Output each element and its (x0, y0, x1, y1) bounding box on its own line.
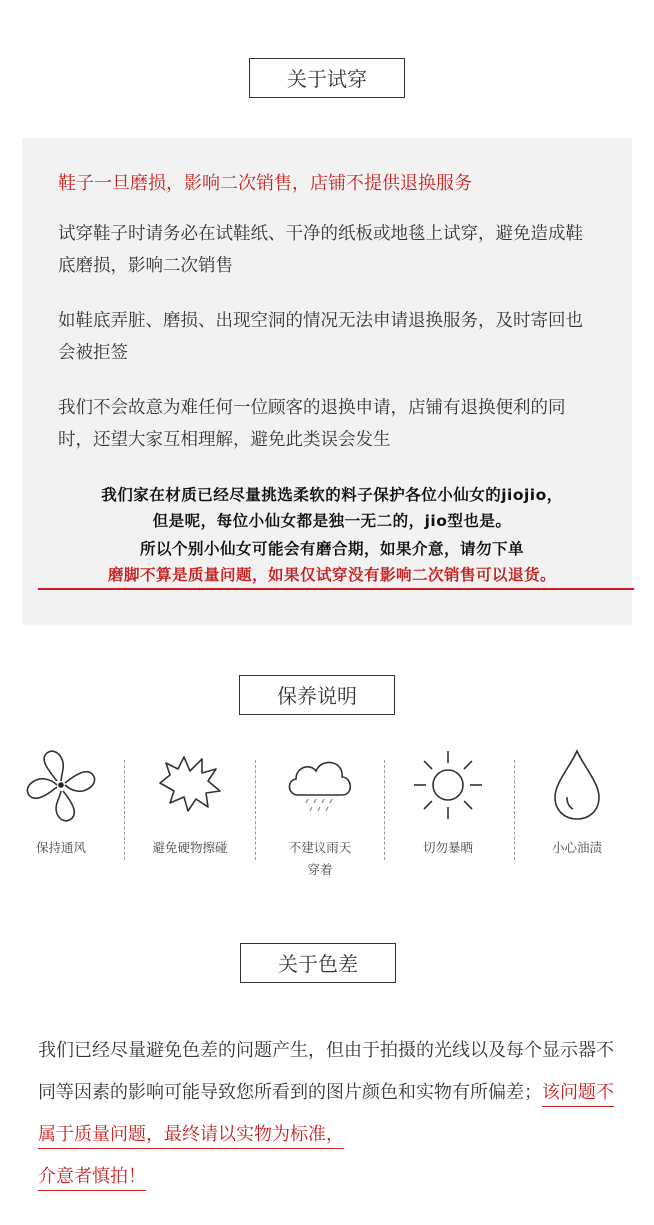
care-label: 不建议雨天 穿着 (288, 840, 352, 877)
handwritten-line-4: 磨脚不算是质量问题，如果仅试穿没有影响二次销售可以退货。 (107, 566, 556, 584)
rain-cloud-icon (280, 745, 360, 825)
section-title-care: 保养说明 (239, 675, 395, 715)
handwritten-line-2: 但是呢，每位小仙女都是独一无二的，jio型也是。 (152, 512, 512, 530)
oil-drop-icon (537, 745, 617, 825)
care-item-avoid-collision (135, 745, 245, 859)
care-label: 切勿暴晒 (422, 840, 473, 855)
divider (514, 760, 515, 860)
handwritten-line-3: 所以个别小仙女可能会有磨合期，如果介意，请勿下单 (139, 540, 524, 558)
care-item-no-sun (393, 745, 503, 859)
tryon-warning: 鞋子一旦磨损，影响二次销售，店铺不提供退换服务 (58, 173, 472, 194)
tryon-paragraph-1: 试穿鞋子时请务必在试鞋纸、干净的纸板或地毯上试穿，避免造成鞋底磨损，影响二次销售 (58, 224, 583, 276)
care-item-ventilate (6, 745, 116, 859)
divider (255, 760, 256, 860)
red-underline (38, 588, 634, 590)
care-item-no-rain (265, 745, 375, 881)
handwritten-line-1: 我们家在材质已经尽量挑选柔软的料子保护各位小仙女的jiojio， (101, 486, 563, 504)
divider (124, 760, 125, 860)
tryon-paragraph-2: 如鞋底弄脏、磨损、出现空洞的情况无法申请退换服务，及时寄回也会被拒签 (58, 311, 583, 363)
divider (384, 760, 385, 860)
color-disclaimer-red-2: 介意者慎拍！ (38, 1166, 146, 1191)
fan-icon (21, 745, 101, 825)
color-disclaimer-red: 该问题不属于质量问题，最终请以实物为标准， (38, 1082, 614, 1149)
care-item-oil (522, 745, 632, 859)
sun-icon (408, 745, 488, 825)
collision-icon (150, 745, 230, 825)
care-label: 避免硬物擦碰 (152, 840, 228, 855)
color-paragraph: 我们已经尽量避免色差的问题产生，但由于拍摄的光线以及每个显示器不同等因素的影响可能导致您所看到的图片颜色和实物有所偏差；该问题不属于质量问题，最终请以实物为标准， 介意者慎拍！ (38, 1030, 628, 1198)
care-label: 保持通风 (35, 840, 86, 855)
care-label: 小心油渍 (551, 840, 602, 855)
section-title-color: 关于色差 (240, 943, 396, 983)
section-title-tryon: 关于试穿 (249, 58, 405, 98)
tryon-paragraph-3: 我们不会故意为难任何一位顾客的退换申请，店铺有退换便利的同时，还望大家互相理解，避免此类误会发生 (58, 398, 566, 450)
